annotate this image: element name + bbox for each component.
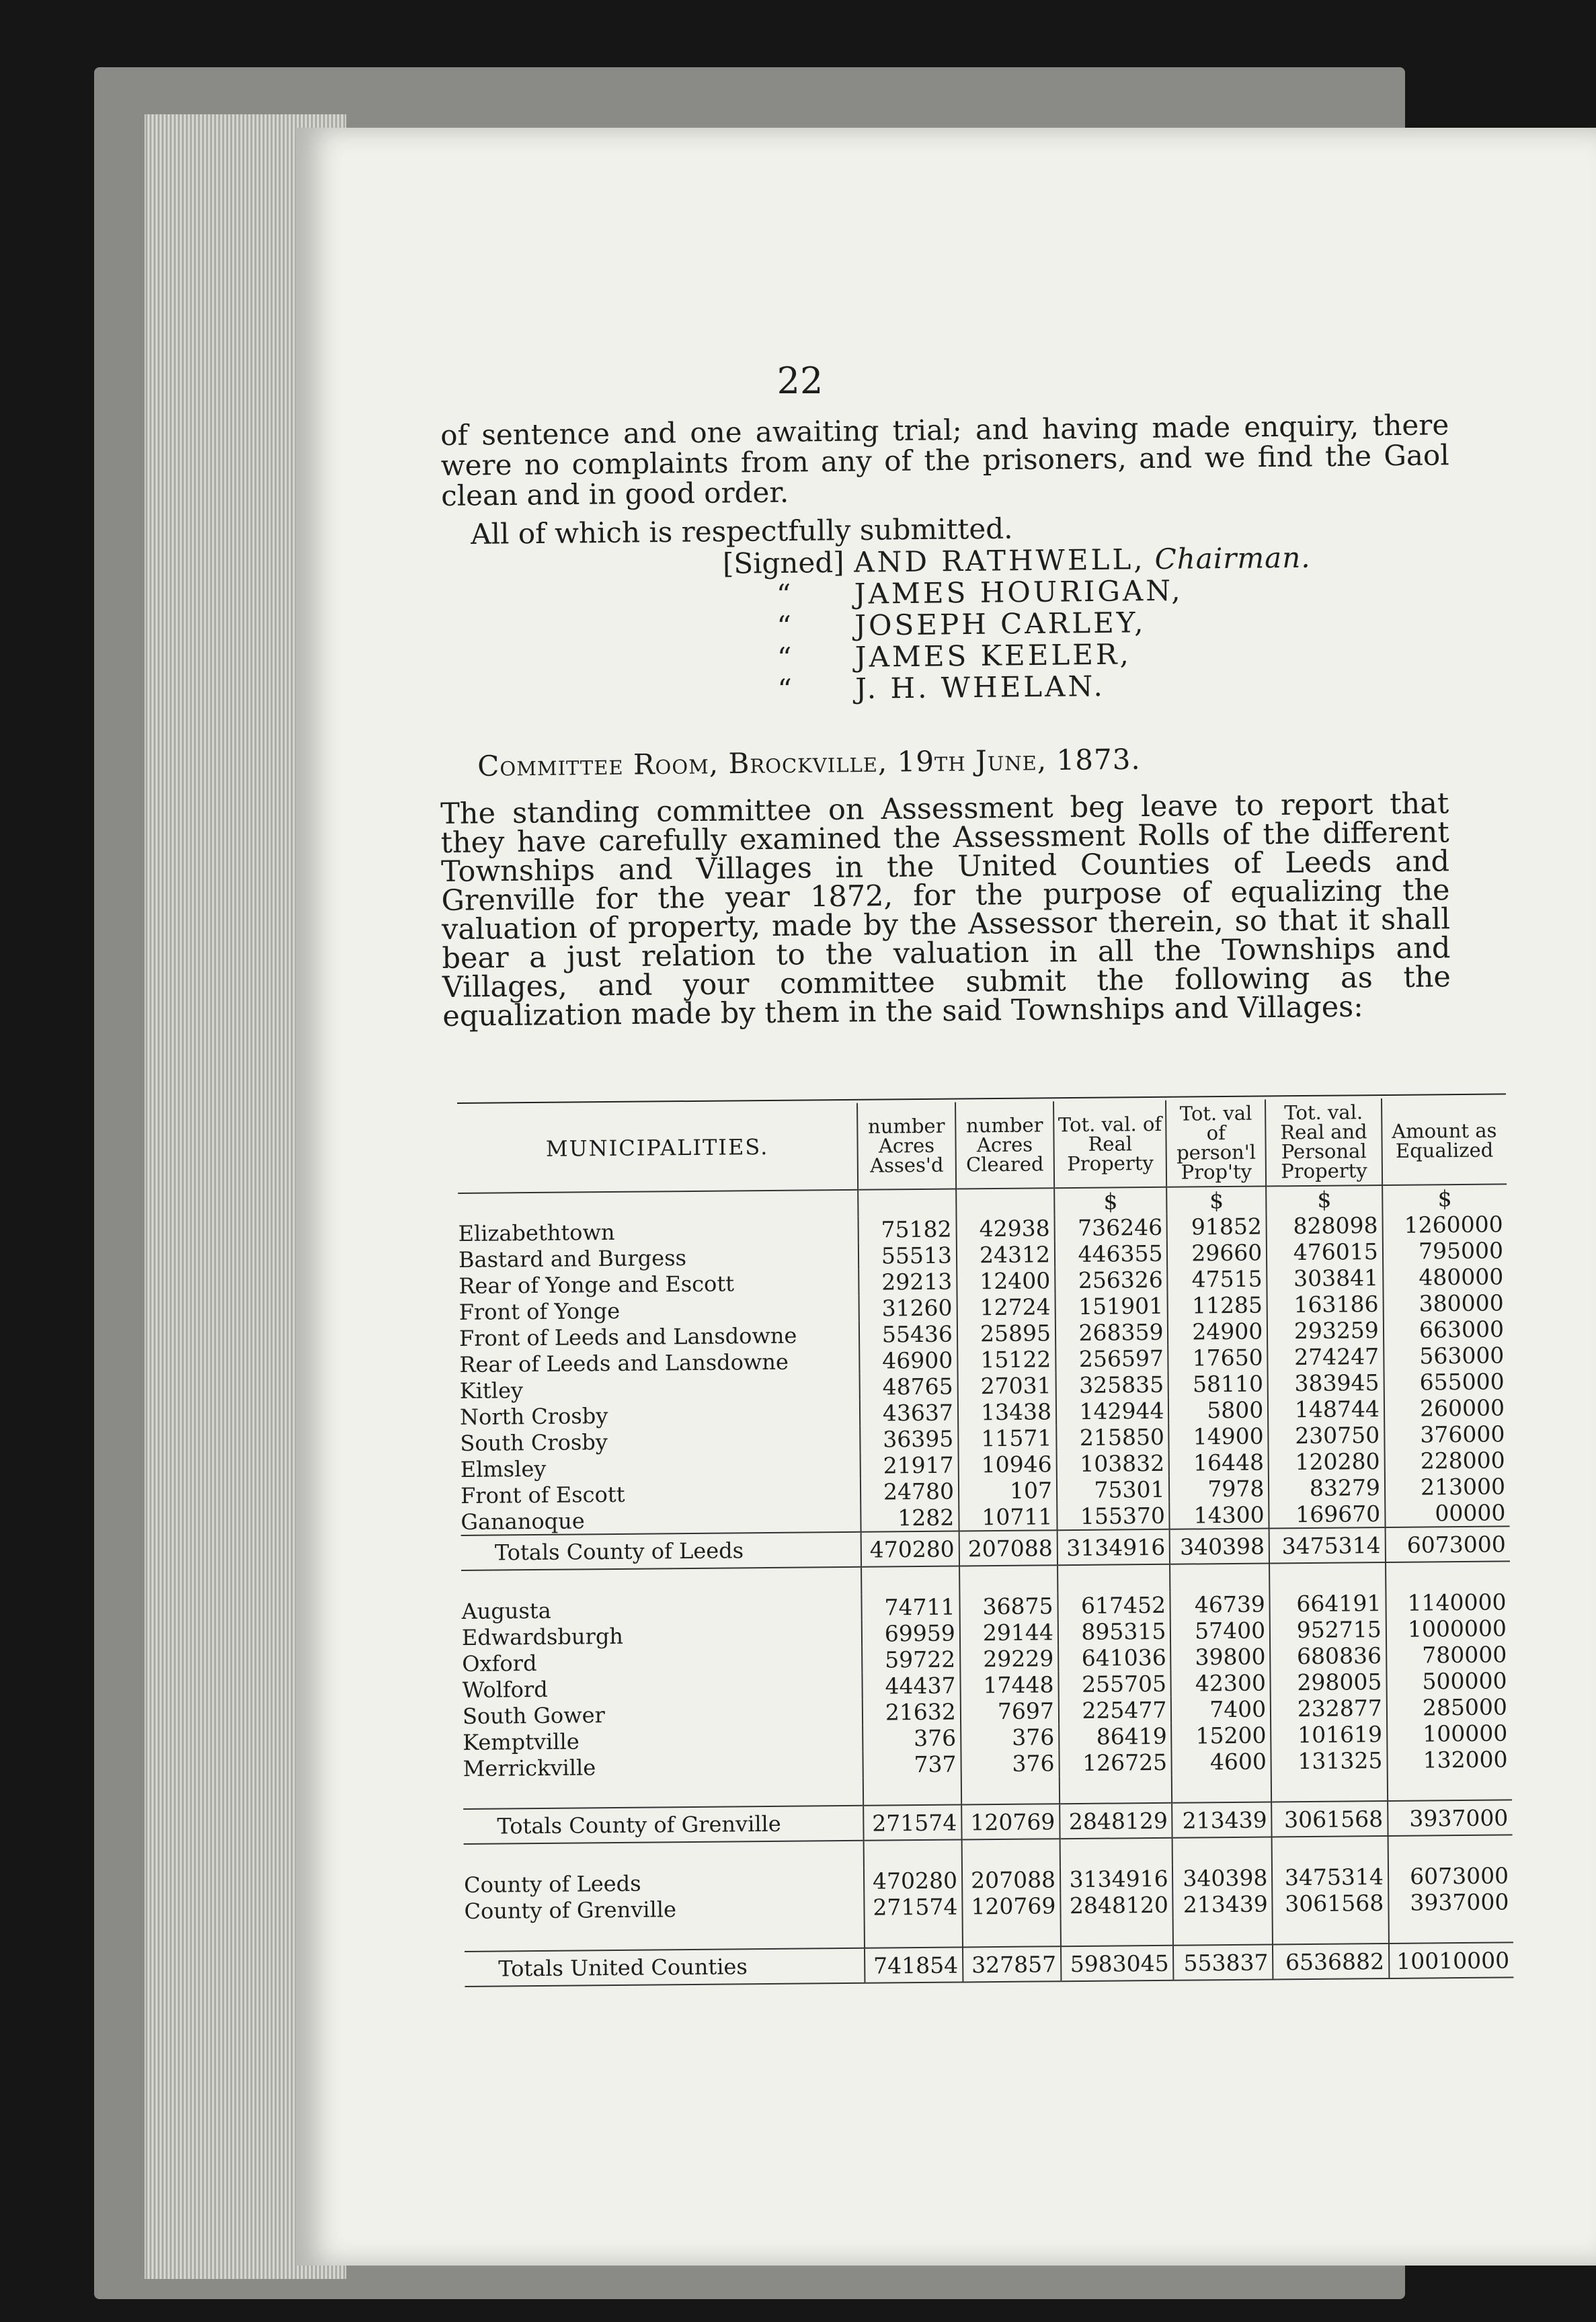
value-cell: 17650 xyxy=(1168,1344,1268,1371)
municipality-name: Oxford xyxy=(462,1650,537,1677)
value-cell: 213439 xyxy=(1173,1890,1273,1917)
value-cell: 232877 xyxy=(1271,1695,1387,1722)
value-cell: 24900 xyxy=(1168,1318,1267,1345)
value-cell: 230750 xyxy=(1268,1422,1384,1449)
value-cell: 737 xyxy=(863,1751,961,1777)
value-cell: 268359 xyxy=(1055,1319,1168,1346)
municipality-name: Rear of Yonge and Escott xyxy=(458,1270,735,1299)
value-cell: 664191 xyxy=(1270,1590,1386,1617)
value-cell: 736246 xyxy=(1054,1214,1167,1241)
value-cell: 31260 xyxy=(859,1295,957,1322)
spacer-cell xyxy=(1273,1916,1389,1945)
column-header: Tot. val. of Real Property xyxy=(1053,1100,1167,1188)
value-cell: 15122 xyxy=(957,1346,1055,1373)
value-cell: 29660 xyxy=(1167,1240,1267,1267)
value-cell: 42300 xyxy=(1171,1669,1271,1696)
value-cell: 293259 xyxy=(1267,1317,1384,1345)
value-cell: 14300 xyxy=(1170,1501,1269,1529)
value-cell: 155370 xyxy=(1057,1503,1170,1530)
value-cell: 131325 xyxy=(1271,1747,1388,1775)
spacer-cell xyxy=(465,1921,865,1952)
spacer-cell xyxy=(1060,1775,1172,1804)
value-cell: 107 xyxy=(959,1477,1057,1504)
book-page xyxy=(296,128,1596,2266)
value-cell: 39800 xyxy=(1171,1643,1271,1670)
value-cell: 6073000 xyxy=(1388,1862,1513,1890)
value-cell: 29144 xyxy=(960,1619,1058,1646)
value-cell: 325835 xyxy=(1056,1371,1169,1398)
value-cell: 3937000 xyxy=(1388,1888,1513,1916)
value-cell: 563000 xyxy=(1384,1342,1509,1369)
municipality-name: Wolford xyxy=(462,1676,548,1703)
value-cell: 10711 xyxy=(959,1503,1057,1531)
value-cell: 298005 xyxy=(1271,1669,1387,1696)
value-cell: 828098 xyxy=(1267,1212,1383,1240)
value-cell: 36395 xyxy=(860,1426,958,1453)
municipality-name: Rear of Leeds and Lansdowne xyxy=(459,1349,789,1377)
value-cell: 11285 xyxy=(1168,1291,1267,1318)
value-cell: 795000 xyxy=(1383,1237,1508,1265)
municipality-name: Front of Escott xyxy=(460,1481,625,1509)
municipality-name: South Crosby xyxy=(460,1429,608,1456)
municipality-name: Front of Yonge xyxy=(458,1297,621,1325)
value-cell: 376000 xyxy=(1384,1420,1509,1448)
value-cell: 15200 xyxy=(1172,1722,1271,1749)
value-cell: 21632 xyxy=(863,1699,961,1726)
value-cell: 151901 xyxy=(1055,1293,1168,1320)
value-cell: 55436 xyxy=(859,1321,957,1348)
spacer-cell xyxy=(1269,1562,1386,1591)
value-cell: 59722 xyxy=(862,1646,960,1673)
value-cell: 741854 xyxy=(865,1947,963,1983)
value-cell: 13438 xyxy=(958,1398,1056,1425)
value-cell: 1140000 xyxy=(1386,1589,1511,1616)
spacer-cell xyxy=(1386,1561,1511,1590)
value-cell: 120280 xyxy=(1269,1448,1385,1476)
units-cell: $ xyxy=(1167,1187,1267,1214)
spacer-cell xyxy=(1058,1564,1170,1593)
spacer-cell xyxy=(1170,1563,1270,1591)
value-cell: 476015 xyxy=(1267,1238,1383,1266)
municipality-name: County of Leeds xyxy=(463,1870,641,1898)
value-cell: 24780 xyxy=(861,1478,959,1505)
units-cell xyxy=(858,1189,956,1217)
value-cell: 169670 xyxy=(1269,1500,1386,1529)
value-cell: 6073000 xyxy=(1385,1526,1510,1562)
value-cell: 12724 xyxy=(957,1293,1055,1320)
spacer-cell xyxy=(863,1777,961,1805)
value-cell: 148744 xyxy=(1268,1396,1384,1423)
equalization-table xyxy=(457,1097,1513,1987)
value-cell: 7400 xyxy=(1171,1695,1271,1722)
value-cell: 641036 xyxy=(1058,1644,1171,1671)
signature-mark: “ xyxy=(777,672,793,707)
value-cell: 3134916 xyxy=(1058,1529,1170,1565)
value-cell: 5983045 xyxy=(1061,1946,1174,1981)
column-header: Tot. val. Real and Personal Property xyxy=(1265,1098,1382,1187)
spacer-cell xyxy=(963,1919,1061,1947)
value-cell: 952715 xyxy=(1270,1616,1386,1644)
municipality-name: Totals County of Leeds xyxy=(461,1532,861,1570)
value-cell: 225477 xyxy=(1059,1697,1172,1724)
spacer-cell xyxy=(1271,1773,1388,1802)
value-cell: 383945 xyxy=(1268,1369,1384,1397)
spacer-cell xyxy=(1173,1917,1273,1945)
spacer-cell xyxy=(1388,1835,1513,1864)
value-cell: 27031 xyxy=(957,1372,1055,1399)
value-cell: 00000 xyxy=(1385,1499,1510,1527)
table-body xyxy=(458,1184,1513,1987)
value-cell: 340398 xyxy=(1172,1864,1272,1891)
value-cell: 3061568 xyxy=(1271,1801,1388,1837)
value-cell: 48765 xyxy=(860,1373,958,1400)
value-cell: 58110 xyxy=(1168,1370,1268,1397)
signature-mark: “ xyxy=(776,609,792,643)
value-cell: 4600 xyxy=(1172,1748,1271,1775)
value-cell: 43637 xyxy=(860,1400,958,1427)
value-cell: 215850 xyxy=(1056,1424,1169,1451)
report-paragraph-2: The standing committee on Assessment beg leave to report that they have carefully examined the Assessment Rolls of the different Townships and Villages in the United Counties of Leeds and Grenville for the year 1872, for the purpose of equalizing the valuation of property, made by the Assessor therein, so that it shall bear a just relation to the valuation in all the Townships and Villages, and your committee submit the following as the equalization made by them in the said Townships and Villages: xyxy=(440,787,1451,1033)
value-cell: 120769 xyxy=(961,1804,1060,1839)
value-cell: 680836 xyxy=(1270,1642,1386,1670)
signatory-name: JOSEPH CARLEY, xyxy=(854,606,1146,642)
municipality-name: County of Grenville xyxy=(464,1896,677,1924)
value-cell: 480000 xyxy=(1383,1263,1508,1291)
municipality-name: Merrickville xyxy=(463,1754,596,1781)
municipality-name: Totals United Counties xyxy=(465,1948,865,1987)
value-cell: 3134916 xyxy=(1060,1866,1173,1892)
signatory-role: Chairman. xyxy=(1154,541,1311,576)
signature-row xyxy=(714,668,1312,706)
value-cell: 100000 xyxy=(1387,1720,1512,1747)
value-cell: 46900 xyxy=(859,1347,957,1374)
value-cell: 5800 xyxy=(1168,1396,1268,1423)
value-cell: 213000 xyxy=(1385,1473,1510,1500)
value-cell: 655000 xyxy=(1384,1368,1509,1396)
value-cell: 11571 xyxy=(958,1425,1056,1451)
column-header: Tot. val of person'l Prop'ty xyxy=(1166,1100,1266,1187)
value-cell: 29229 xyxy=(960,1645,1058,1672)
value-cell: 47515 xyxy=(1168,1265,1267,1292)
column-header: Amount as Equalized xyxy=(1382,1097,1507,1185)
spacer-cell xyxy=(1388,1915,1513,1944)
value-cell: 36875 xyxy=(959,1593,1058,1619)
value-cell: 327857 xyxy=(963,1946,1062,1982)
municipality-name: North Crosby xyxy=(459,1402,608,1430)
value-cell: 617452 xyxy=(1058,1592,1170,1619)
value-cell: 10010000 xyxy=(1389,1942,1514,1978)
value-cell: 21917 xyxy=(861,1452,959,1479)
value-cell: 120769 xyxy=(962,1892,1060,1919)
value-cell: 228000 xyxy=(1384,1447,1509,1474)
value-cell: 126725 xyxy=(1059,1749,1172,1776)
value-cell: 74711 xyxy=(861,1594,959,1621)
signatory-name: JAMES KEELER, xyxy=(854,637,1132,674)
value-cell: 207088 xyxy=(959,1530,1058,1566)
municipality-name: South Gower xyxy=(462,1702,606,1729)
value-cell: 303841 xyxy=(1267,1265,1383,1292)
spacer-cell xyxy=(461,1567,861,1598)
value-cell: 207088 xyxy=(962,1866,1060,1893)
submission-line: All of which is respectfully submitted. xyxy=(471,512,1013,551)
value-cell: 470280 xyxy=(864,1867,962,1894)
value-cell: 83279 xyxy=(1269,1474,1385,1502)
value-cell: 553837 xyxy=(1173,1944,1273,1980)
value-cell: 380000 xyxy=(1383,1289,1508,1317)
value-cell: 271574 xyxy=(864,1893,962,1920)
spacer-cell xyxy=(959,1565,1058,1593)
municipality-name: Kitley xyxy=(459,1377,524,1404)
units-cell xyxy=(956,1188,1054,1215)
municipality-name: Kemptville xyxy=(463,1728,580,1755)
value-cell: 260000 xyxy=(1384,1394,1509,1422)
signatory-name: JAMES HOURIGAN, xyxy=(854,573,1183,610)
value-cell: 256326 xyxy=(1055,1267,1168,1293)
value-cell: 780000 xyxy=(1386,1641,1511,1669)
spacer-cell xyxy=(861,1566,959,1595)
municipality-name: Totals County of Grenville xyxy=(463,1806,863,1844)
spacer-cell xyxy=(463,1778,863,1809)
spacer-cell xyxy=(865,1919,963,1948)
value-cell: 44437 xyxy=(862,1673,960,1699)
value-cell: 1000000 xyxy=(1386,1615,1511,1642)
spacer-cell xyxy=(961,1839,1060,1867)
value-cell: 500000 xyxy=(1386,1667,1511,1695)
municipality-name: Bastard and Burgess xyxy=(458,1244,687,1273)
value-cell: 57400 xyxy=(1170,1617,1270,1644)
value-cell: 274247 xyxy=(1267,1343,1384,1371)
value-cell: 470280 xyxy=(861,1531,959,1567)
column-header: MUNICIPALITIES. xyxy=(457,1103,858,1193)
value-cell: 75182 xyxy=(859,1216,957,1243)
value-cell: 25895 xyxy=(957,1320,1055,1347)
value-cell: 376 xyxy=(863,1724,961,1751)
municipality-name: Augusta xyxy=(461,1597,551,1624)
value-cell: 16448 xyxy=(1169,1449,1269,1476)
value-cell: 1260000 xyxy=(1382,1211,1507,1238)
value-cell: 3061568 xyxy=(1273,1890,1389,1917)
municipality-name: Gananoque xyxy=(461,1507,585,1535)
value-cell: 271574 xyxy=(863,1804,961,1840)
value-cell: 3937000 xyxy=(1388,1800,1513,1836)
column-header: number Acres Cleared xyxy=(955,1101,1054,1189)
municipality-name: Elmsley xyxy=(460,1455,547,1482)
value-cell: 91852 xyxy=(1167,1213,1267,1240)
spacer-cell xyxy=(1388,1772,1513,1801)
value-cell: 663000 xyxy=(1384,1316,1509,1343)
value-cell: 86419 xyxy=(1059,1723,1172,1750)
value-cell: 24312 xyxy=(957,1241,1055,1268)
value-cell: 55513 xyxy=(859,1242,957,1269)
spacer-cell xyxy=(464,1841,864,1872)
value-cell: 7978 xyxy=(1169,1475,1269,1502)
signature-row xyxy=(713,542,1311,579)
column-header: number Acres Asses'd xyxy=(857,1103,956,1190)
table-header-row xyxy=(457,1097,1507,1193)
signature-mark: “ xyxy=(776,577,791,612)
value-cell: 2848129 xyxy=(1060,1803,1172,1839)
value-cell: 255705 xyxy=(1058,1671,1171,1697)
signature-mark: [Signed] xyxy=(722,545,844,580)
value-cell: 46739 xyxy=(1170,1591,1270,1617)
value-cell: 132000 xyxy=(1387,1746,1512,1773)
spacer-cell xyxy=(1060,1838,1173,1866)
value-cell: 213439 xyxy=(1172,1802,1272,1837)
municipality-name: Front of Leeds and Lansdowne xyxy=(458,1322,797,1351)
value-cell: 69959 xyxy=(862,1620,960,1647)
municipality-name: Elizabethtown xyxy=(458,1219,615,1246)
value-cell: 446355 xyxy=(1055,1240,1168,1267)
value-cell: 142944 xyxy=(1056,1398,1169,1425)
units-cell: $ xyxy=(1054,1187,1167,1215)
value-cell: 14900 xyxy=(1169,1423,1269,1449)
signatory-name: AND RATHWELL, xyxy=(853,543,1146,579)
value-cell: 285000 xyxy=(1387,1693,1512,1721)
value-cell: 895315 xyxy=(1058,1618,1171,1645)
value-cell: 12400 xyxy=(957,1267,1055,1294)
value-cell: 376 xyxy=(961,1724,1059,1751)
units-cell xyxy=(458,1190,858,1220)
value-cell: 256597 xyxy=(1055,1345,1168,1372)
report-paragraph-1: of sentence and one awaiting trial; and having made enquiry, there were no complaints from any of the prisoners, and we find the Gaol clean and in good order. xyxy=(440,408,1449,512)
page-number: 22 xyxy=(776,360,824,402)
value-cell: 10946 xyxy=(958,1451,1056,1478)
units-cell: $ xyxy=(1266,1185,1382,1213)
signatory-name: J. H. WHELAN. xyxy=(854,669,1106,705)
spacer-cell xyxy=(864,1839,962,1868)
value-cell: 42938 xyxy=(956,1215,1054,1242)
committee-room-dateline: Committee Room, Brockville, 19th June, 1873. xyxy=(477,742,1142,783)
value-cell: 6536882 xyxy=(1273,1944,1389,1980)
spacer-cell xyxy=(1272,1836,1388,1865)
value-cell: 17448 xyxy=(960,1671,1058,1698)
value-cell: 101619 xyxy=(1271,1721,1387,1749)
municipality-name: Edwardsburgh xyxy=(461,1623,624,1650)
value-cell: 163186 xyxy=(1267,1291,1384,1318)
value-cell: 376 xyxy=(961,1750,1059,1777)
value-cell: 2848120 xyxy=(1060,1892,1173,1919)
value-cell: 1282 xyxy=(861,1505,959,1532)
spacer-cell xyxy=(1172,1837,1272,1865)
value-cell: 103832 xyxy=(1057,1450,1170,1477)
spacer-cell xyxy=(961,1776,1060,1804)
spacer-cell xyxy=(1172,1774,1271,1802)
value-cell: 340398 xyxy=(1170,1528,1269,1564)
value-cell: 7697 xyxy=(961,1697,1059,1724)
value-cell: 3475314 xyxy=(1269,1527,1386,1564)
spacer-cell xyxy=(1061,1918,1174,1946)
value-cell: 29213 xyxy=(859,1269,957,1295)
units-cell: $ xyxy=(1382,1184,1507,1212)
signatures-block xyxy=(713,542,1312,706)
value-cell: 75301 xyxy=(1057,1476,1170,1503)
signature-mark: “ xyxy=(776,641,792,675)
value-cell: 3475314 xyxy=(1272,1864,1388,1891)
equalization-table-wrap xyxy=(457,1093,1513,1987)
